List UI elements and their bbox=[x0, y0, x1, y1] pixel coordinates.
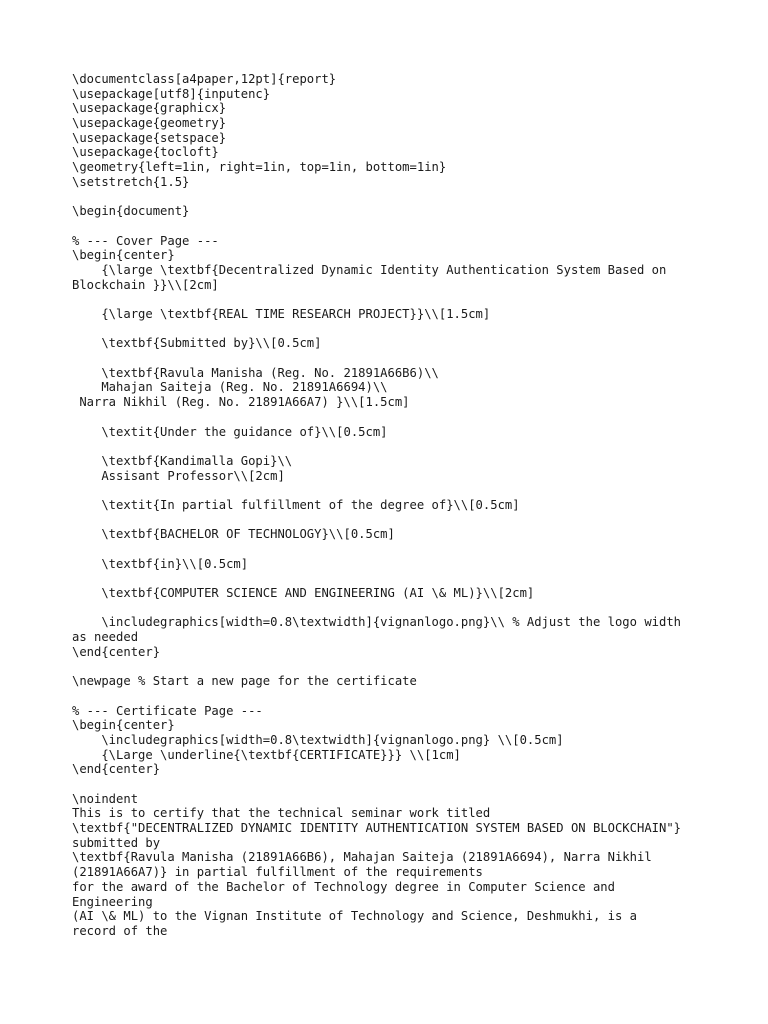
code-line: \begin{center} bbox=[72, 718, 175, 733]
code-line: \textit{In partial fulfillment of the degree of}\\[0.5cm] bbox=[72, 497, 520, 512]
code-line: \textit{Under the guidance of}\\[0.5cm] bbox=[72, 424, 388, 439]
blank-line bbox=[72, 190, 712, 205]
code-line: \usepackage{graphicx} bbox=[72, 101, 227, 116]
code-line: \setstretch{1.5} bbox=[72, 174, 190, 189]
code-line: {\large \textbf{REAL TIME RESEARCH PROJECT}}\\[1.5cm] bbox=[72, 307, 491, 321]
code-line: \usepackage{geometry} bbox=[72, 116, 227, 131]
blank-line bbox=[72, 410, 712, 425]
blank-line bbox=[72, 660, 712, 675]
code-line: \includegraphics[width=0.8\textwidth]{vignanlogo.png} \\[0.5cm] bbox=[72, 732, 564, 747]
code-line: \includegraphics[width=0.8\textwidth]{vignanlogo.png}\\ % Adjust the logo width bbox=[72, 615, 682, 630]
blank-line bbox=[72, 439, 712, 454]
code-line: (AI \& ML) to the Vignan Institute of Technology and Science, Deshmukhi, is a bbox=[72, 909, 637, 924]
blank-line bbox=[72, 513, 712, 528]
code-line: for the award of the Bachelor of Technology degree in Computer Science and bbox=[72, 879, 615, 894]
code-line: \noindent bbox=[72, 791, 139, 806]
blank-line bbox=[72, 219, 712, 234]
code-line: \newpage % Start a new page for the certificate bbox=[72, 674, 417, 689]
code-line: \usepackage[utf8]{inputenc} bbox=[72, 86, 271, 101]
code-line: as needed bbox=[72, 630, 139, 645]
code-line: % --- Certificate Page --- bbox=[72, 703, 263, 718]
code-line: (21891A66A7)} in partial fulfillment of the requirements bbox=[72, 865, 483, 880]
code-line: \textbf{"DECENTRALIZED DYNAMIC IDENTITY AUTHENTICATION SYSTEM BASED ON BLOCKCHAIN"} bbox=[72, 821, 682, 836]
code-line: \textbf{COMPUTER SCIENCE AND ENGINEERING (AI \& ML)}\\[2cm] bbox=[72, 586, 535, 601]
code-line: Mahajan Saiteja (Reg. No. 21891A6694)\\ bbox=[72, 380, 388, 395]
document-page bbox=[72, 72, 712, 939]
code-line: \usepackage{tocloft} bbox=[72, 145, 219, 160]
blank-line bbox=[72, 292, 712, 307]
blank-line bbox=[72, 689, 712, 704]
blank-line bbox=[72, 483, 712, 498]
blank-line bbox=[72, 322, 712, 337]
code-line: \textbf{Kandimalla Gopi}\\ bbox=[72, 453, 293, 468]
code-line: % --- Cover Page --- bbox=[72, 233, 219, 248]
code-line: \textbf{BACHELOR OF TECHNOLOGY}\\[0.5cm] bbox=[72, 527, 395, 542]
code-line: \textbf{Ravula Manisha (Reg. No. 21891A66B6)\\ bbox=[72, 365, 439, 380]
code-line: \documentclass[a4paper,12pt]{report} bbox=[72, 72, 337, 86]
blank-line bbox=[72, 542, 712, 557]
code-line: This is to certify that the technical seminar work titled bbox=[72, 806, 491, 821]
code-line: Engineering bbox=[72, 894, 153, 909]
blank-line bbox=[72, 777, 712, 792]
code-line: Narra Nikhil (Reg. No. 21891A66A7) }\\[1.5cm] bbox=[72, 395, 410, 410]
code-line: \geometry{left=1in, right=1in, top=1in, bottom=1in} bbox=[72, 160, 447, 175]
code-line: \textbf{in}\\[0.5cm] bbox=[72, 556, 249, 571]
code-line: \begin{center} bbox=[72, 248, 175, 263]
blank-line bbox=[72, 601, 712, 616]
code-line: \textbf{Ravula Manisha (21891A66B6), Mahajan Saiteja (21891A6694), Narra Nikhil bbox=[72, 850, 652, 865]
code-line: submitted by bbox=[72, 835, 161, 850]
blank-line bbox=[72, 351, 712, 366]
code-line: \textbf{Submitted by}\\[0.5cm] bbox=[72, 336, 322, 351]
code-line: \end{center} bbox=[72, 644, 161, 659]
code-line: record of the bbox=[72, 923, 168, 938]
code-line: \usepackage{setspace} bbox=[72, 130, 227, 145]
code-line: \begin{document} bbox=[72, 204, 190, 219]
code-line: {\large \textbf{Decentralized Dynamic Identity Authentication System Based on bbox=[72, 262, 667, 277]
blank-line bbox=[72, 571, 712, 586]
code-line: \end{center} bbox=[72, 762, 161, 777]
code-line: Blockchain }}\\[2cm] bbox=[72, 277, 219, 292]
code-line: Assisant Professor\\[2cm] bbox=[72, 468, 285, 483]
code-line: {\Large \underline{\textbf{CERTIFICATE}}} \\[1cm] bbox=[72, 747, 461, 762]
